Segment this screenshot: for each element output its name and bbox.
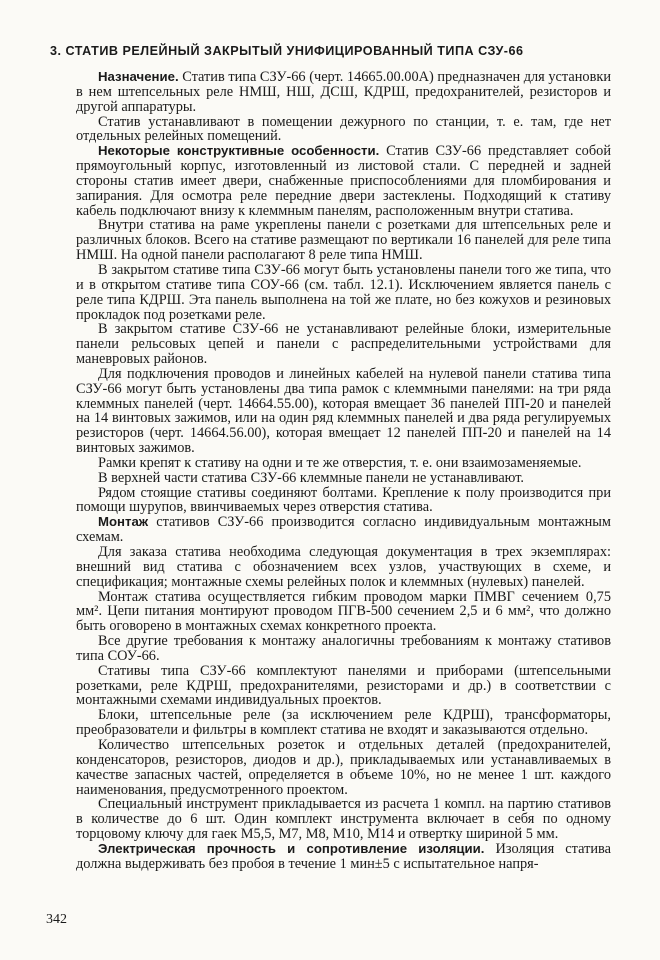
paragraph-text: В закрытом стативе типа СЗУ-66 могут быть установлены панели того же типа, что и в открытом стативе типа СОУ-66 (см. табл. 12.1). Исключением является панель с реле типа КДРШ. Эта панель выполнена на той же плате, но без кожухов и резиновых прокладок под розетками реле.	[76, 261, 611, 323]
paragraph	[76, 797, 611, 842]
paragraph-text: Статив СЗУ-66 представляет собой прямоугольный корпус, изготовленный из листовой стали. С передней и задней стороны статив имеет двери, снабженные приспособлениями для пломбирования и запирания. Для осмотра реле передние двери застеклены. Подходящий к стативу кабель подключают внизу к клеммным панелям, расположенным внутри статива.	[76, 143, 611, 219]
paragraph	[76, 590, 611, 635]
paragraph-text: Количество штепсельных розеток и отдельных деталей (предохранителей, конденсаторов, резисторов, диодов и др.), прикладываемых или устанавливаемых в качестве запасных частей, определяется в объеме 10%, но не менее 1 шт. каждого наименования, предусмотренного проектом.	[76, 736, 611, 798]
paragraph	[76, 545, 611, 590]
paragraph-text: Специальный инструмент прикладывается из расчета 1 компл. на партию стативов в количестве до 6 шт. Один комплект инструмента включает в себя по одному торцовому ключу для гаек М5,5, М7, М8, М10, М14 и отвертку шириной 5 мм.	[76, 796, 611, 843]
paragraph	[76, 218, 611, 263]
paragraph-lead: Электрическая прочность и сопротивление изоляции.	[98, 840, 485, 856]
paragraph	[76, 738, 611, 797]
paragraph-lead: Назначение.	[98, 69, 179, 84]
paragraph-text: Статив типа СЗУ-66 (черт. 14665.00.00А) предназначен для установки в нем штепсельных реле НМШ, НШ, ДСШ, КДРШ, предохранителей, резисторов и другой аппаратуры.	[76, 69, 611, 115]
paragraph	[76, 144, 611, 218]
paragraph-lead: Некоторые конструктивные особенности.	[98, 143, 380, 159]
paragraph	[76, 634, 611, 664]
paragraph-text: Изоляция статива должна выдерживать без пробоя в течение 1 мин±5 с испытательное напря-	[76, 840, 612, 872]
paragraph	[76, 456, 611, 471]
paragraph-text: Монтаж статива осуществляется гибким проводом марки ПМВГ сечением 0,75 мм². Цепи питания монтируют проводом ПГВ-500 сечением 2,5 и 6 мм², что должно быть оговорено в монтажных схемах конкретного проекта.	[76, 588, 611, 635]
section-title: 3. СТАТИВ РЕЛЕЙНЫЙ ЗАКРЫТЫЙ УНИФИЦИРОВАННЫЙ ТИПА СЗУ-66	[50, 44, 524, 58]
paragraph	[76, 322, 611, 367]
paragraph-text: Для заказа статива необходима следующая документация в трех экземплярах: внешний вид статива с обозначением всех узлов, участвующих в схеме, и спецификация; монтажные схемы релейных полок и клеммных (нулевых) панелей.	[76, 544, 611, 590]
paragraph	[76, 842, 611, 872]
paragraph-text: Для подключения проводов и линейных кабелей на нулевой панели статива типа СЗУ-66 могут быть установлены два типа рамок с клеммными панелями: на три ряда клеммных панелей (черт. 14664.55.00), которая вмещает 36 панелей ПП-20 и панелей на 14 винтовых зажимов, или на один ряд клеммных панелей и два ряда регулируемых резисторов (черт. 14664.56.00), которая вмещает 12 панелей ПП-20 и панелей на 14 винтовых зажимов.	[76, 365, 611, 457]
paragraph-text: Стативы типа СЗУ-66 комплектуют панелями и приборами (штепсельными розетками, реле КДРШ, предохранителями, резисторами и др.) в соответствии с монтажными схемами индивидуальных проектов.	[76, 662, 611, 709]
paragraph-lead: Монтаж	[98, 514, 149, 530]
paragraph	[76, 263, 611, 322]
paragraph	[76, 70, 611, 115]
paragraph	[76, 664, 611, 709]
paragraph	[76, 115, 611, 145]
body-text	[76, 70, 611, 872]
paragraph-text: стативов СЗУ-66 производится согласно индивидуальным монтажным схемам.	[76, 514, 611, 546]
paragraph-text: Блоки, штепсельные реле (за исключением реле КДРШ), трансформаторы, преобразователи и фильтры в комплект статива не входят и заказываются отдельно.	[76, 707, 611, 739]
paragraph	[76, 471, 611, 486]
paragraph	[76, 708, 611, 738]
paragraph-text: В закрытом стативе СЗУ-66 не устанавливают релейные блоки, измерительные панели рельсовых цепей и панели с распределительными устройствами для маневровых районов.	[76, 321, 611, 368]
paragraph	[76, 367, 611, 456]
paragraph-text: Внутри статива на раме укреплены панели с розетками для штепсельных реле и различных блоков. Всего на стативе размещают по вертикали 16 панелей для реле типа НМШ. На одной панели располагают 8 реле типа НМШ.	[76, 217, 611, 264]
paragraph	[76, 486, 611, 516]
paragraph-text: Рамки крепят к стативу на одни и те же отверстия, т. е. они взаимозаменяемые.	[98, 454, 582, 471]
paragraph-text: В верхней части статива СЗУ-66 клеммные панели не устанавливают.	[98, 469, 524, 486]
paragraph-text: Статив устанавливают в помещении дежурного по станции, т. е. там, где нет отдельных релейных помещений.	[76, 113, 611, 145]
paragraph-text: Все другие требования к монтажу аналогичны требованиям к монтажу стативов типа СОУ-66.	[76, 633, 611, 664]
paragraph-text: Рядом стоящие стативы соединяют болтами. Крепление к полу производится при помощи шурупов, ввинчиваемых через отверстия статива.	[76, 484, 611, 516]
page-number: 342	[46, 912, 67, 927]
paragraph	[76, 515, 611, 545]
